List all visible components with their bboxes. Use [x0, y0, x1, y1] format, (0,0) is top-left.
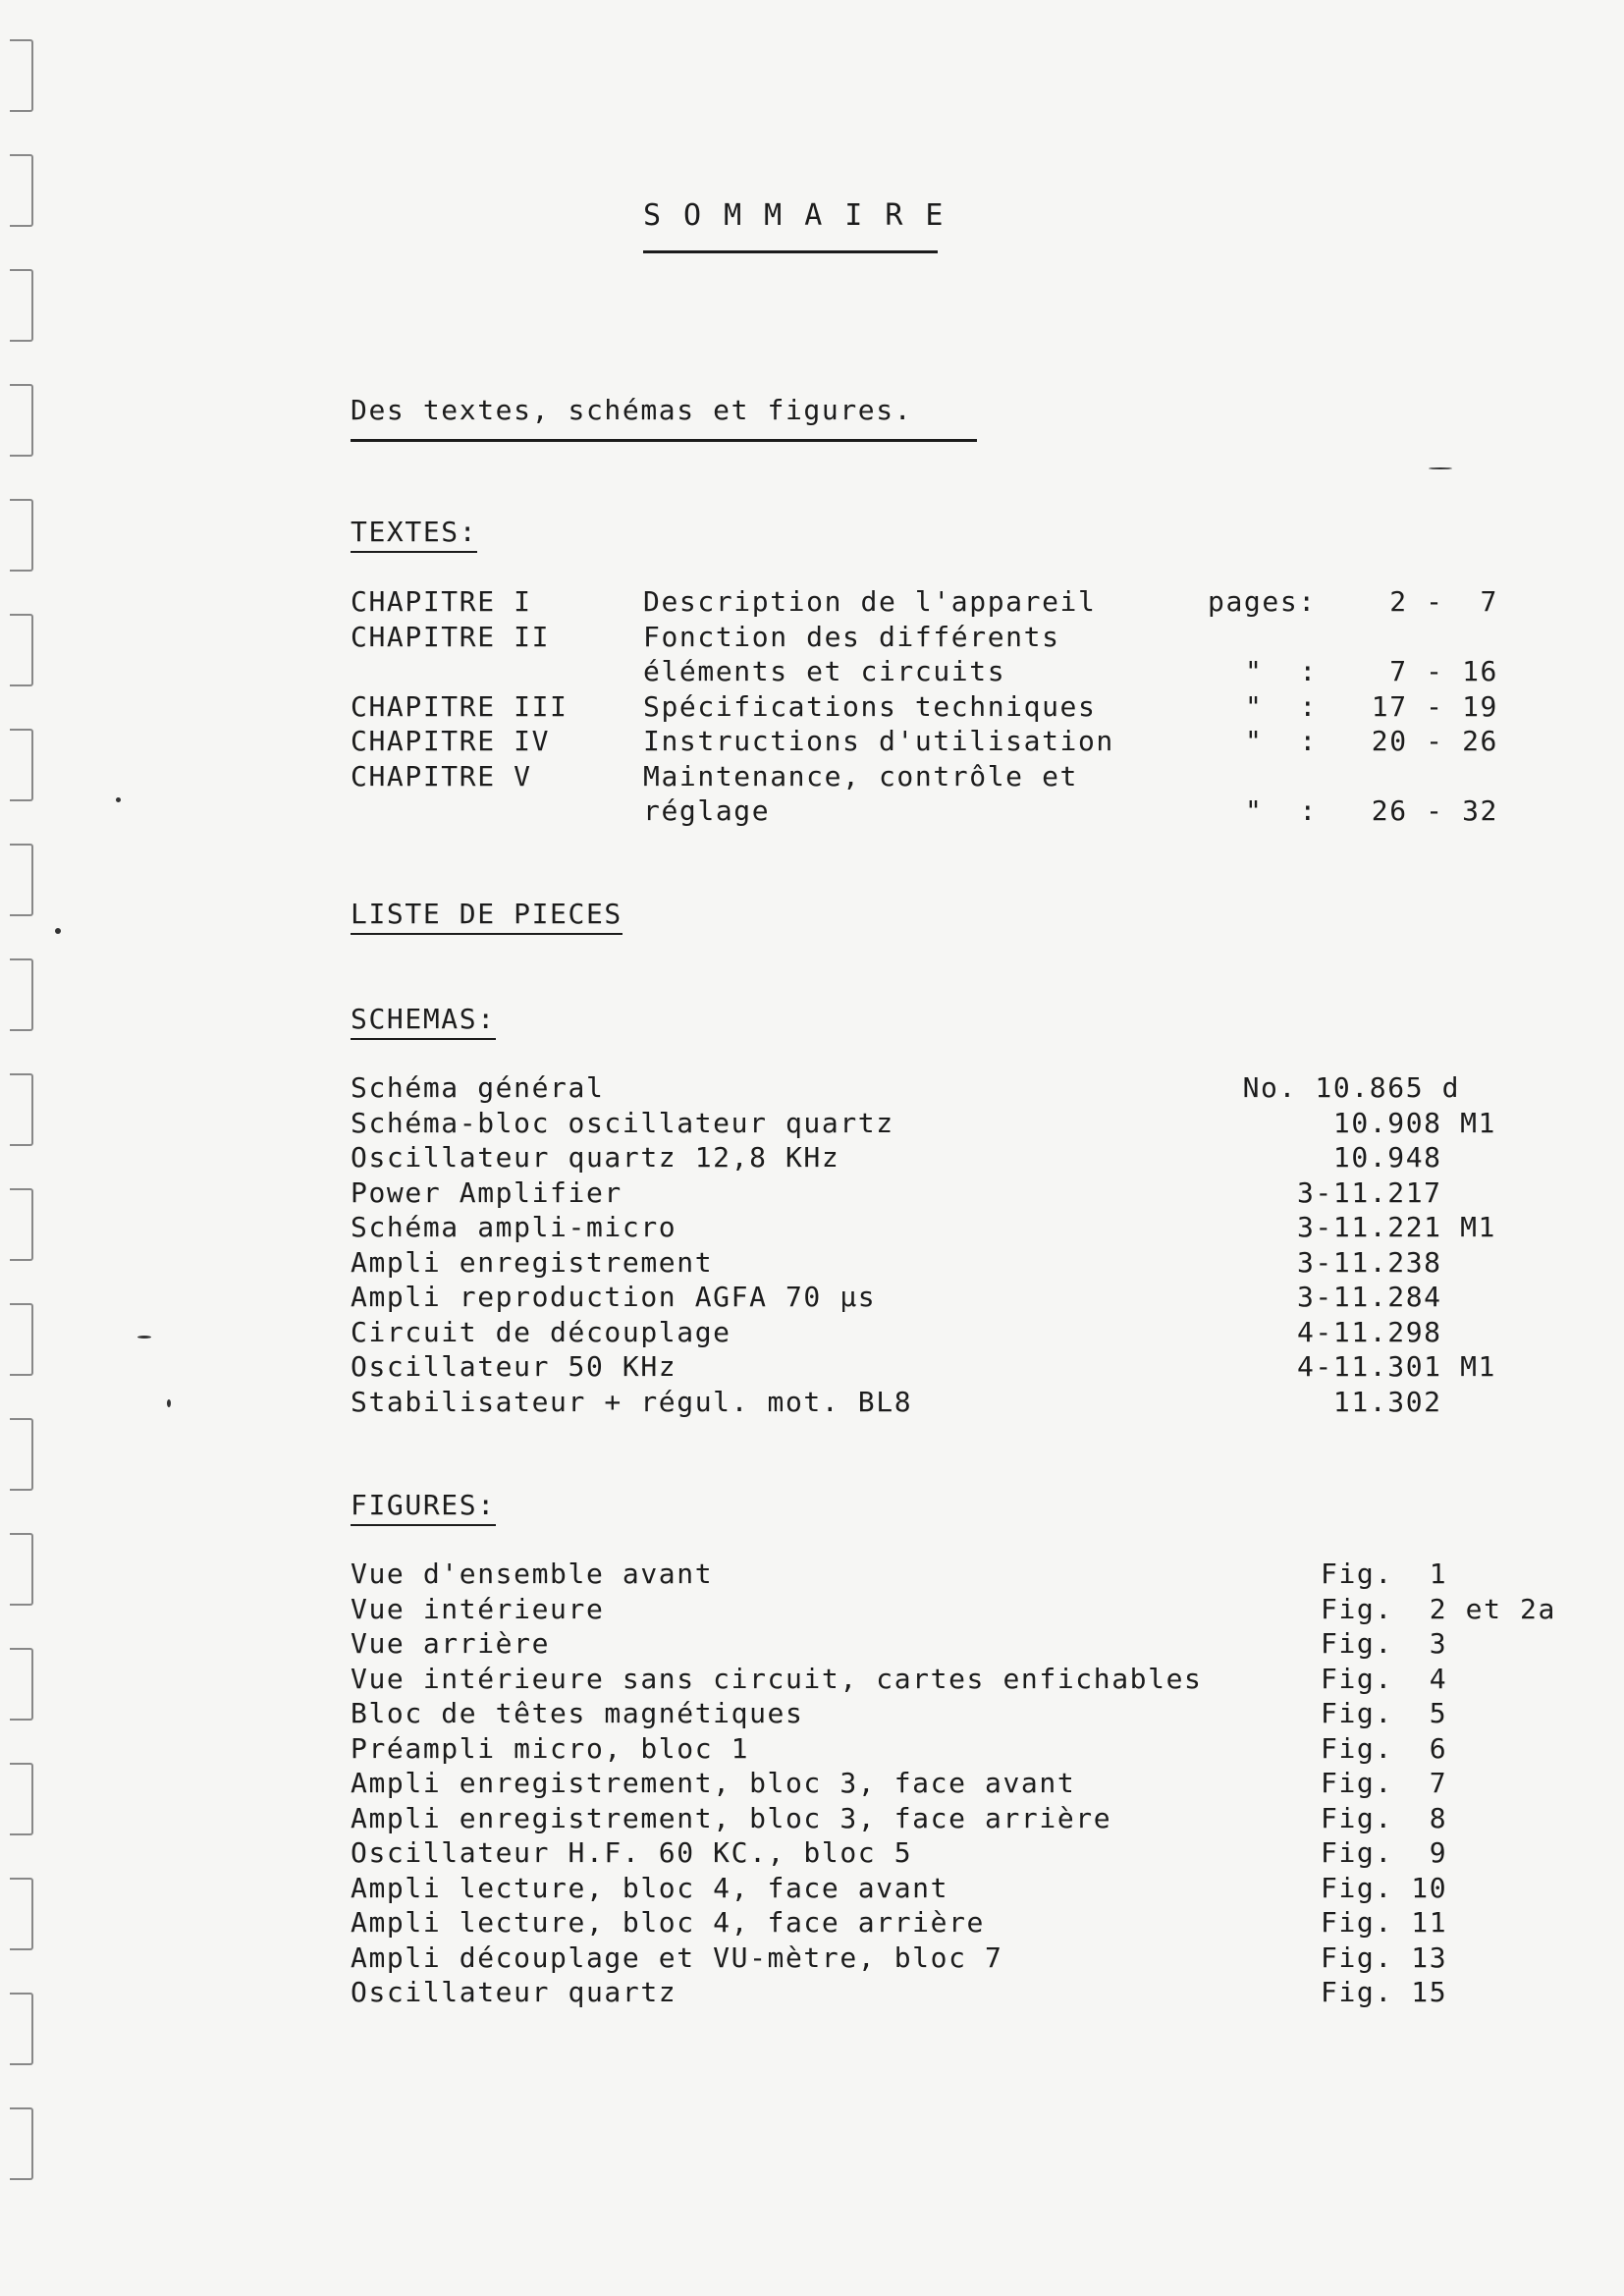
figure-name: Préampli micro, bloc 1	[351, 1731, 750, 1765]
schema-name: Ampli reproduction AGFA 70 µs	[351, 1281, 877, 1313]
pages-ditto: " :	[1245, 794, 1318, 827]
schema-name: Schéma ampli-micro	[351, 1211, 677, 1243]
figures-heading: FIGURES:	[351, 1488, 496, 1526]
chapter-description: réglage	[643, 794, 771, 827]
chapter-description: Description de l'appareil	[643, 585, 1097, 618]
figure-ref: Fig. 5	[1321, 1697, 1448, 1729]
schema-number: 4-11.301 M1	[1296, 1350, 1496, 1383]
schema-name: Oscillateur 50 KHz	[351, 1350, 677, 1383]
binding-hole	[10, 384, 33, 457]
chapter-description: Fonction des différents	[643, 620, 1060, 653]
binding-hole	[10, 1073, 33, 1146]
figure-name: Ampli lecture, bloc 4, face arrière	[351, 1906, 986, 1939]
schema-name: Oscillateur quartz 12,8 KHz	[351, 1141, 840, 1174]
figure-name: Vue arrière	[351, 1627, 551, 1660]
figure-name: Ampli enregistrement, bloc 3, face avant	[351, 1767, 1076, 1799]
figure-name: Vue intérieure sans circuit, cartes enfichables	[351, 1662, 1203, 1695]
chapter-label: CHAPITRE II	[351, 620, 551, 653]
pages-ditto: " :	[1245, 689, 1318, 723]
binding-holes	[0, 0, 39, 2296]
scan-speck	[55, 928, 61, 934]
binding-hole	[10, 844, 33, 916]
schema-name: Schéma-bloc oscillateur quartz	[351, 1106, 894, 1139]
figure-name: Ampli enregistrement, bloc 3, face arrière	[351, 1801, 1112, 1834]
binding-hole	[10, 39, 33, 112]
binding-hole	[10, 2107, 33, 2180]
figure-ref: Fig. 9	[1321, 1836, 1448, 1869]
chapter-description: éléments et circuits	[643, 655, 1006, 687]
page-range: 7 - 16	[1389, 655, 1498, 687]
page-range: 26 - 32	[1371, 794, 1498, 827]
chapter-description: Instructions d'utilisation	[643, 725, 1114, 757]
scan-speck	[1429, 467, 1452, 469]
schema-number: 10.948	[1332, 1141, 1496, 1174]
figure-ref: Fig. 10	[1321, 1871, 1448, 1904]
schema-number: No. 10.865 d	[1242, 1071, 1496, 1104]
schema-name: Schéma général	[351, 1071, 605, 1104]
chapter-label: CHAPITRE III	[351, 689, 568, 723]
figure-name: Ampli découplage et VU-mètre, bloc 7	[351, 1941, 1003, 1974]
figure-ref: Fig. 3	[1321, 1627, 1448, 1660]
binding-hole	[10, 1878, 33, 1950]
binding-hole	[10, 1533, 33, 1606]
subtitle-underline	[351, 439, 977, 442]
liste-pieces-heading: LISTE DE PIECES	[351, 897, 623, 935]
figure-ref: Fig. 11	[1321, 1906, 1448, 1939]
page-range: 2 - 7	[1389, 585, 1498, 618]
schema-number: 3-11.284	[1296, 1281, 1496, 1313]
figure-name: Vue intérieure	[351, 1592, 605, 1625]
figure-name: Oscillateur H.F. 60 KC., bloc 5	[351, 1836, 913, 1869]
schema-name: Power Amplifier	[351, 1175, 623, 1209]
binding-hole	[10, 269, 33, 342]
binding-hole	[10, 1763, 33, 1835]
figure-name: Ampli lecture, bloc 4, face avant	[351, 1871, 949, 1904]
schema-number: 4-11.298	[1296, 1315, 1496, 1348]
figure-ref: Fig. 6	[1321, 1731, 1448, 1765]
figure-name: Bloc de têtes magnétiques	[351, 1697, 804, 1729]
title-underline	[643, 250, 938, 253]
chapter-label: CHAPITRE I	[351, 585, 532, 618]
binding-hole	[10, 1648, 33, 1721]
figure-ref: Fig. 2 et 2a	[1321, 1592, 1556, 1625]
pages-label: pages:	[1208, 585, 1317, 618]
figure-ref: Fig. 4	[1321, 1662, 1448, 1695]
page-range: 17 - 19	[1371, 689, 1498, 723]
chapter-label: CHAPITRE V	[351, 759, 532, 793]
schema-name: Stabilisateur + régul. mot. BL8	[351, 1385, 913, 1418]
schema-number: 3-11.221 M1	[1296, 1211, 1496, 1243]
schema-number: 11.302	[1332, 1385, 1496, 1418]
page-title: SOMMAIRE	[643, 198, 966, 233]
figure-ref: Fig. 15	[1321, 1976, 1448, 2008]
binding-hole	[10, 1993, 33, 2065]
chapter-label: CHAPITRE IV	[351, 725, 551, 757]
binding-hole	[10, 729, 33, 801]
pages-ditto: " :	[1245, 655, 1318, 687]
textes-heading: TEXTES:	[351, 515, 477, 553]
binding-hole	[10, 1418, 33, 1491]
binding-hole	[10, 499, 33, 572]
binding-hole	[10, 614, 33, 686]
scan-speck	[116, 797, 121, 802]
schema-number: 3-11.217	[1296, 1175, 1496, 1209]
scan-speck	[137, 1336, 151, 1339]
pages-ditto: " :	[1245, 725, 1318, 757]
schemas-heading: SCHEMAS:	[351, 1002, 496, 1040]
schema-number: 3-11.238	[1296, 1245, 1496, 1279]
binding-hole	[10, 1303, 33, 1376]
figure-ref: Fig. 13	[1321, 1941, 1448, 1974]
figure-name: Vue d'ensemble avant	[351, 1558, 714, 1590]
chapter-description: Maintenance, contrôle et	[643, 759, 1078, 793]
schema-name: Circuit de découplage	[351, 1315, 731, 1348]
figure-ref: Fig. 7	[1321, 1767, 1448, 1799]
figure-ref: Fig. 1	[1321, 1558, 1448, 1590]
chapter-description: Spécifications techniques	[643, 689, 1097, 723]
figure-name: Oscillateur quartz	[351, 1976, 677, 2008]
figure-ref: Fig. 8	[1321, 1801, 1448, 1834]
schema-number: 10.908 M1	[1332, 1106, 1496, 1139]
binding-hole	[10, 958, 33, 1031]
binding-hole	[10, 1188, 33, 1261]
page-range: 20 - 26	[1371, 725, 1498, 757]
binding-hole	[10, 154, 33, 227]
scan-speck	[167, 1399, 171, 1407]
subtitle: Des textes, schémas et figures.	[351, 394, 913, 426]
schema-name: Ampli enregistrement	[351, 1245, 714, 1279]
